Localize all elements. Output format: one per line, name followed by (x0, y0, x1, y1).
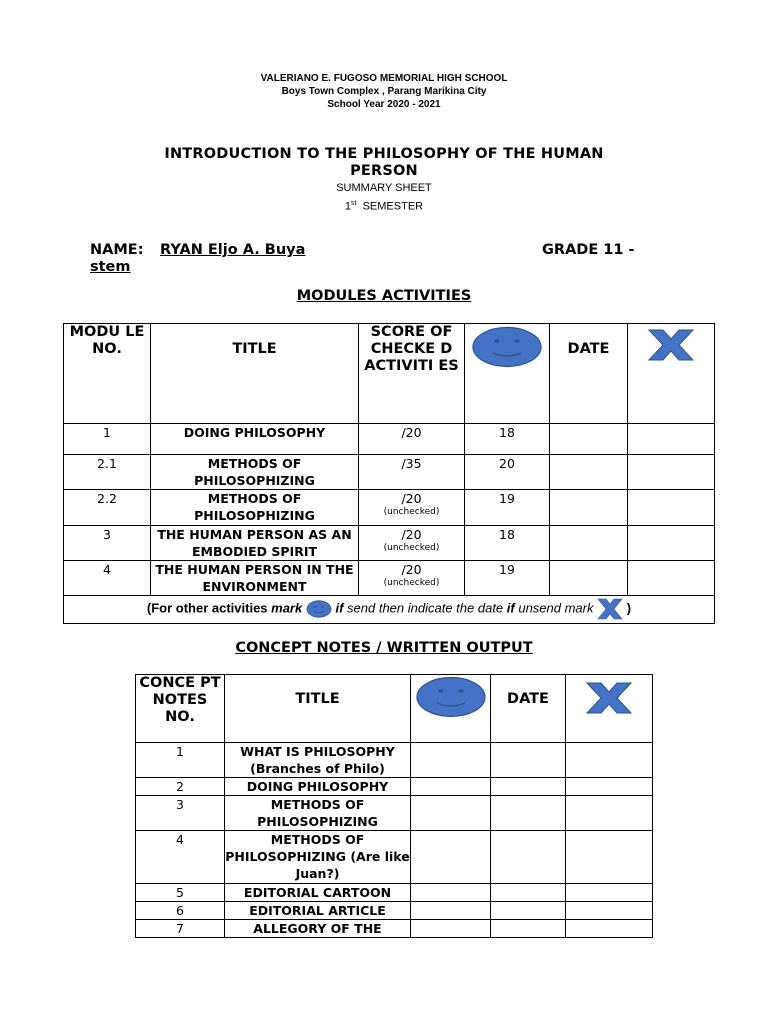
modules-footnote (64, 596, 715, 624)
module-title-cell: DOING PHILOSOPHY (151, 424, 359, 455)
school-header (0, 72, 768, 111)
footnote-if-1: if (335, 600, 344, 616)
concept-no-cell: 6 (136, 902, 225, 920)
module-score-value: /20 (401, 527, 422, 542)
table-row (136, 831, 653, 884)
module-no-cell: 1 (64, 424, 151, 455)
concept-sent-cell[interactable] (411, 831, 491, 884)
concept-unsent-cell[interactable] (566, 796, 653, 831)
module-score-cell (359, 490, 465, 526)
concept-sent-cell[interactable] (411, 884, 491, 902)
module-no-cell: 2.2 (64, 490, 151, 526)
semester-number: 1 (344, 200, 352, 213)
modules-section-title (0, 288, 768, 305)
module-checked-cell: 20 (465, 455, 550, 490)
concept-unsent-cell[interactable] (566, 884, 653, 902)
concept-notes-section-title (0, 640, 768, 657)
student-strand: stem (90, 259, 131, 275)
unsent-column-header (628, 324, 715, 424)
concept-title-cell: EDITORIAL CARTOON (225, 884, 411, 902)
school-name: VALERIANO E. FUGOSO MEMORIAL HIGH SCHOOL (260, 73, 508, 84)
module-score-cell (359, 424, 465, 455)
module-score-note: (unchecked) (383, 507, 440, 517)
table-row (136, 796, 653, 831)
name-label: NAME: (90, 242, 144, 258)
concept-title-header: TITLE (225, 675, 411, 743)
footnote-close: ) (626, 600, 632, 616)
subject-title (110, 146, 658, 180)
table-row (136, 920, 653, 938)
modules-header-row (64, 324, 715, 424)
concept-title-cell: WHAT IS PHILOSOPHY (Branches of Philo) (225, 743, 411, 778)
concept-sent-cell[interactable] (411, 796, 491, 831)
footnote-text-2: send then indicate the date (343, 600, 507, 616)
module-no-cell: 4 (64, 561, 151, 596)
module-score-note: (unchecked) (383, 578, 440, 588)
concept-no-cell: 2 (136, 778, 225, 796)
concept-no-header: CONCE PT NOTES NO. (136, 675, 225, 743)
concept-unsent-cell[interactable] (566, 743, 653, 778)
concept-title-cell: EDITORIAL ARTICLE (225, 902, 411, 920)
module-unsent-cell[interactable] (628, 561, 715, 596)
concept-no-cell: 5 (136, 884, 225, 902)
concept-notes-header-row (136, 675, 653, 743)
school-year: School Year 2020 - 2021 (327, 99, 441, 110)
concept-title-cell: DOING PHILOSOPHY (225, 778, 411, 796)
module-score-value: /35 (401, 456, 422, 471)
concept-notes-section-title-text: CONCEPT NOTES / WRITTEN OUTPUT (235, 640, 533, 656)
smiley-face-icon (471, 326, 543, 368)
table-row (64, 424, 715, 455)
concept-notes-table (135, 674, 653, 938)
table-row (64, 561, 715, 596)
title-header: TITLE (151, 324, 359, 424)
subject-title-line2: PERSON (350, 163, 418, 179)
module-score-value: /20 (401, 562, 422, 577)
module-checked-cell: 18 (465, 526, 550, 561)
smiley-face-icon (306, 600, 332, 618)
concept-unsent-cell[interactable] (566, 778, 653, 796)
concept-date-cell[interactable] (491, 743, 566, 778)
table-row (136, 743, 653, 778)
table-row (136, 778, 653, 796)
modules-section-title-text: MODULES ACTIVITIES (296, 288, 472, 304)
concept-no-cell: 3 (136, 796, 225, 831)
module-title-cell: THE HUMAN PERSON AS AN EMBODIED SPIRIT (151, 526, 359, 561)
concept-no-cell: 4 (136, 831, 225, 884)
module-score-cell (359, 526, 465, 561)
concept-date-cell[interactable] (491, 831, 566, 884)
footnote-text-3: unsend mark (514, 600, 594, 616)
table-row (64, 526, 715, 561)
concept-title-cell: METHODS OF PHILOSOPHIZING (225, 796, 411, 831)
x-cross-icon (597, 598, 623, 620)
module-score-cell (359, 561, 465, 596)
footnote-mark: mark (271, 600, 303, 616)
module-unsent-cell[interactable] (628, 526, 715, 561)
module-date-cell[interactable] (550, 424, 628, 455)
module-checked-cell: 18 (465, 424, 550, 455)
footnote-if-2: if (506, 600, 515, 616)
concept-no-cell: 1 (136, 743, 225, 778)
smiley-face-icon (415, 676, 487, 718)
concept-unsent-cell[interactable] (566, 831, 653, 884)
module-unsent-cell[interactable] (628, 455, 715, 490)
module-no-cell: 2.1 (64, 455, 151, 490)
subject-title-line1: INTRODUCTION TO THE PHILOSOPHY OF THE HUMAN (164, 146, 604, 162)
table-row (64, 490, 715, 526)
module-unsent-cell[interactable] (628, 490, 715, 526)
module-title-cell: THE HUMAN PERSON IN THE ENVIRONMENT (151, 561, 359, 596)
table-row (64, 455, 715, 490)
concept-sent-cell[interactable] (411, 778, 491, 796)
concept-title-cell: ALLEGORY OF THE (225, 920, 411, 938)
footnote-text-1: (For other activities (146, 600, 272, 616)
modules-footnote-row (64, 596, 715, 624)
date-header: DATE (550, 324, 628, 424)
modules-table (63, 323, 715, 624)
module-title-cell: METHODS OF PHILOSOPHIZING (151, 455, 359, 490)
concept-date-header: DATE (491, 675, 566, 743)
module-title-cell: METHODS OF PHILOSOPHIZING (151, 490, 359, 526)
module-unsent-cell[interactable] (628, 424, 715, 455)
school-address: Boys Town Complex , Parang Marikina City (281, 86, 487, 97)
sent-column-header (465, 324, 550, 424)
concept-sent-header (411, 675, 491, 743)
module-date-cell[interactable] (550, 526, 628, 561)
concept-date-cell[interactable] (491, 796, 566, 831)
concept-sent-cell[interactable] (411, 920, 491, 938)
module-checked-cell: 19 (465, 561, 550, 596)
module-score-value: /20 (401, 491, 422, 506)
module-checked-cell: 19 (465, 490, 550, 526)
module-no-header: MODU LE NO. (64, 324, 151, 424)
module-score-value: /20 (401, 425, 422, 440)
x-cross-icon (585, 681, 633, 715)
student-name: RYAN Eljo A. Buya (160, 242, 306, 258)
student-info (90, 242, 670, 278)
module-date-cell[interactable] (550, 455, 628, 490)
score-header: SCORE OF CHECKE D ACTIVITI ES (359, 324, 465, 424)
concept-date-cell[interactable] (491, 920, 566, 938)
concept-sent-cell[interactable] (411, 902, 491, 920)
summary-sheet-label: SUMMARY SHEET (336, 182, 432, 194)
concept-date-cell[interactable] (491, 902, 566, 920)
table-row (136, 884, 653, 902)
grade-label: GRADE 11 - (542, 242, 635, 258)
concept-unsent-cell[interactable] (566, 902, 653, 920)
module-score-note: (unchecked) (383, 543, 440, 553)
semester-word: SEMESTER (362, 200, 424, 213)
semester-label (0, 197, 768, 214)
concept-date-cell[interactable] (491, 778, 566, 796)
x-cross-icon (647, 328, 695, 362)
concept-unsent-header (566, 675, 653, 743)
module-date-cell[interactable] (550, 490, 628, 526)
module-score-cell (359, 455, 465, 490)
concept-date-cell[interactable] (491, 884, 566, 902)
concept-unsent-cell[interactable] (566, 920, 653, 938)
concept-sent-cell[interactable] (411, 743, 491, 778)
concept-no-cell: 7 (136, 920, 225, 938)
module-date-cell[interactable] (550, 561, 628, 596)
table-row (136, 902, 653, 920)
module-no-cell: 3 (64, 526, 151, 561)
semester-suffix: st (351, 200, 357, 207)
concept-title-cell: METHODS OF PHILOSOPHIZING (Are like Juan?) (225, 831, 411, 884)
